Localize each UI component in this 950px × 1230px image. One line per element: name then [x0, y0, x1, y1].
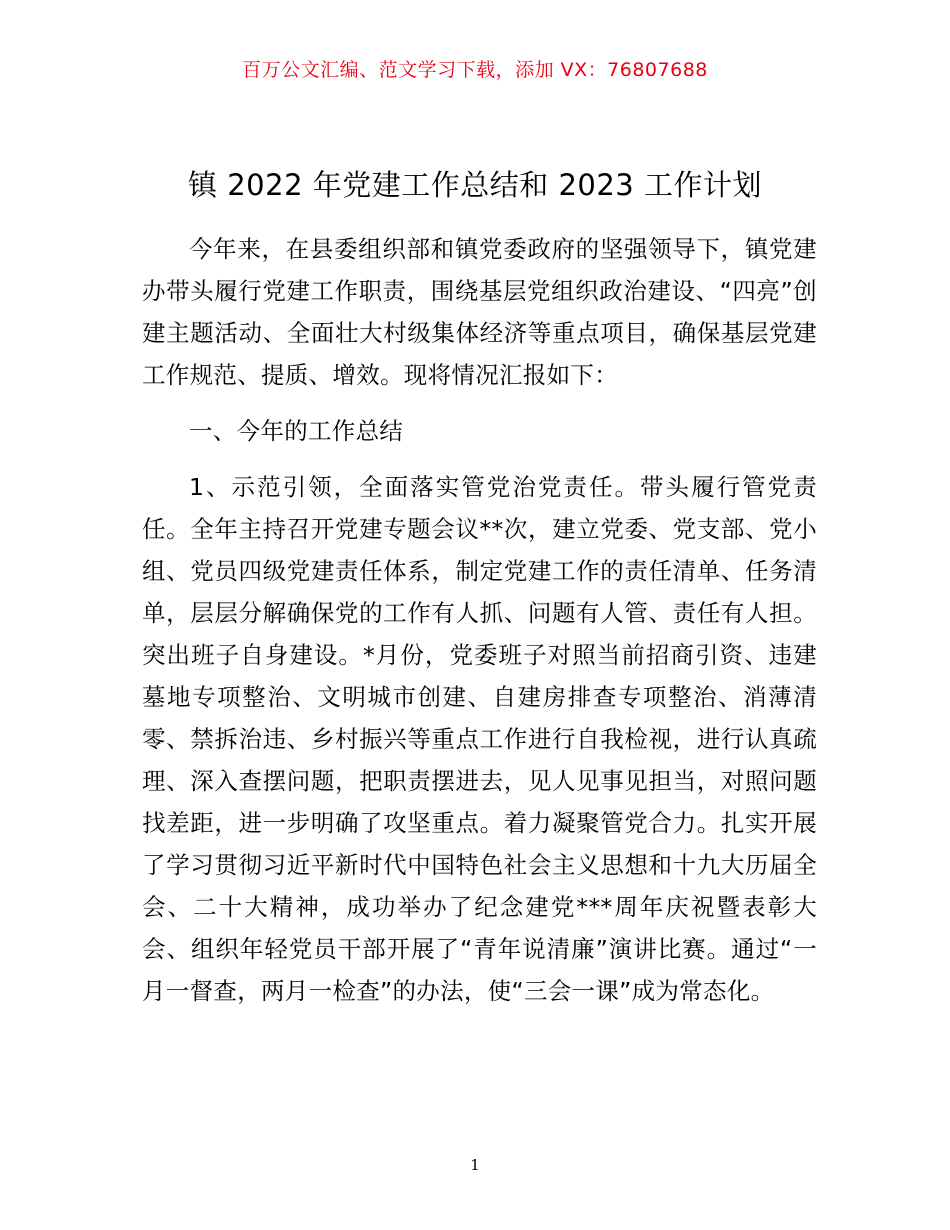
header-banner: 百万公文汇编、范文学习下载，添加 VX：76807688 — [242, 59, 708, 81]
section-heading: 一、今年的工作总结 — [189, 417, 404, 445]
page-number: 1 — [470, 1156, 480, 1174]
document-body — [142, 228, 817, 1026]
document-title: 镇 2022 年党建工作总结和 2023 工作计划 — [188, 168, 762, 202]
intro-paragraph: 今年来，在县委组织部和镇党委政府的坚强领导下，镇党建办带头履行党建工作职责，围绕基层党组织政治建设、“四亮”创建主题活动、全面壮大村级集体经济等重点项目，确保基层党建工作规范、提质、增效。现将情况汇报如下： — [142, 235, 817, 389]
body-paragraph: 1、示范引领，全面落实管党治党责任。带头履行管党责任。全年主持召开党建专题会议**次，建立党委、党支部、党小组、党员四级党建责任体系，制定党建工作的责任清单、任务清单，层层分解确保党的工作有人抓、问题有人管、责任有人担。突出班子自身建设。*月份，党委班子对照当前招商引资、违建墓地专项整治、文明城市创建、自建房排查专项整治、消薄清零、禁拆治违、乡村振兴等重点工作进行自我检视，进行认真疏理、深入查摆问题，把职责摆进去，见人见事见担当，对照问题找差距，进一步明确了攻坚重点。着力凝聚管党合力。扎实开展了学习贯彻习近平新时代中国特色社会主义思想和十九大历届全会、二十大精神，成功举办了纪念建党***周年庆祝暨表彰大会、组织年轻党员干部开展了“青年说清廉”演讲比赛。通过“一月一督查，两月一检查”的办法，使“三会一课”成为常态化。 — [142, 473, 817, 1005]
